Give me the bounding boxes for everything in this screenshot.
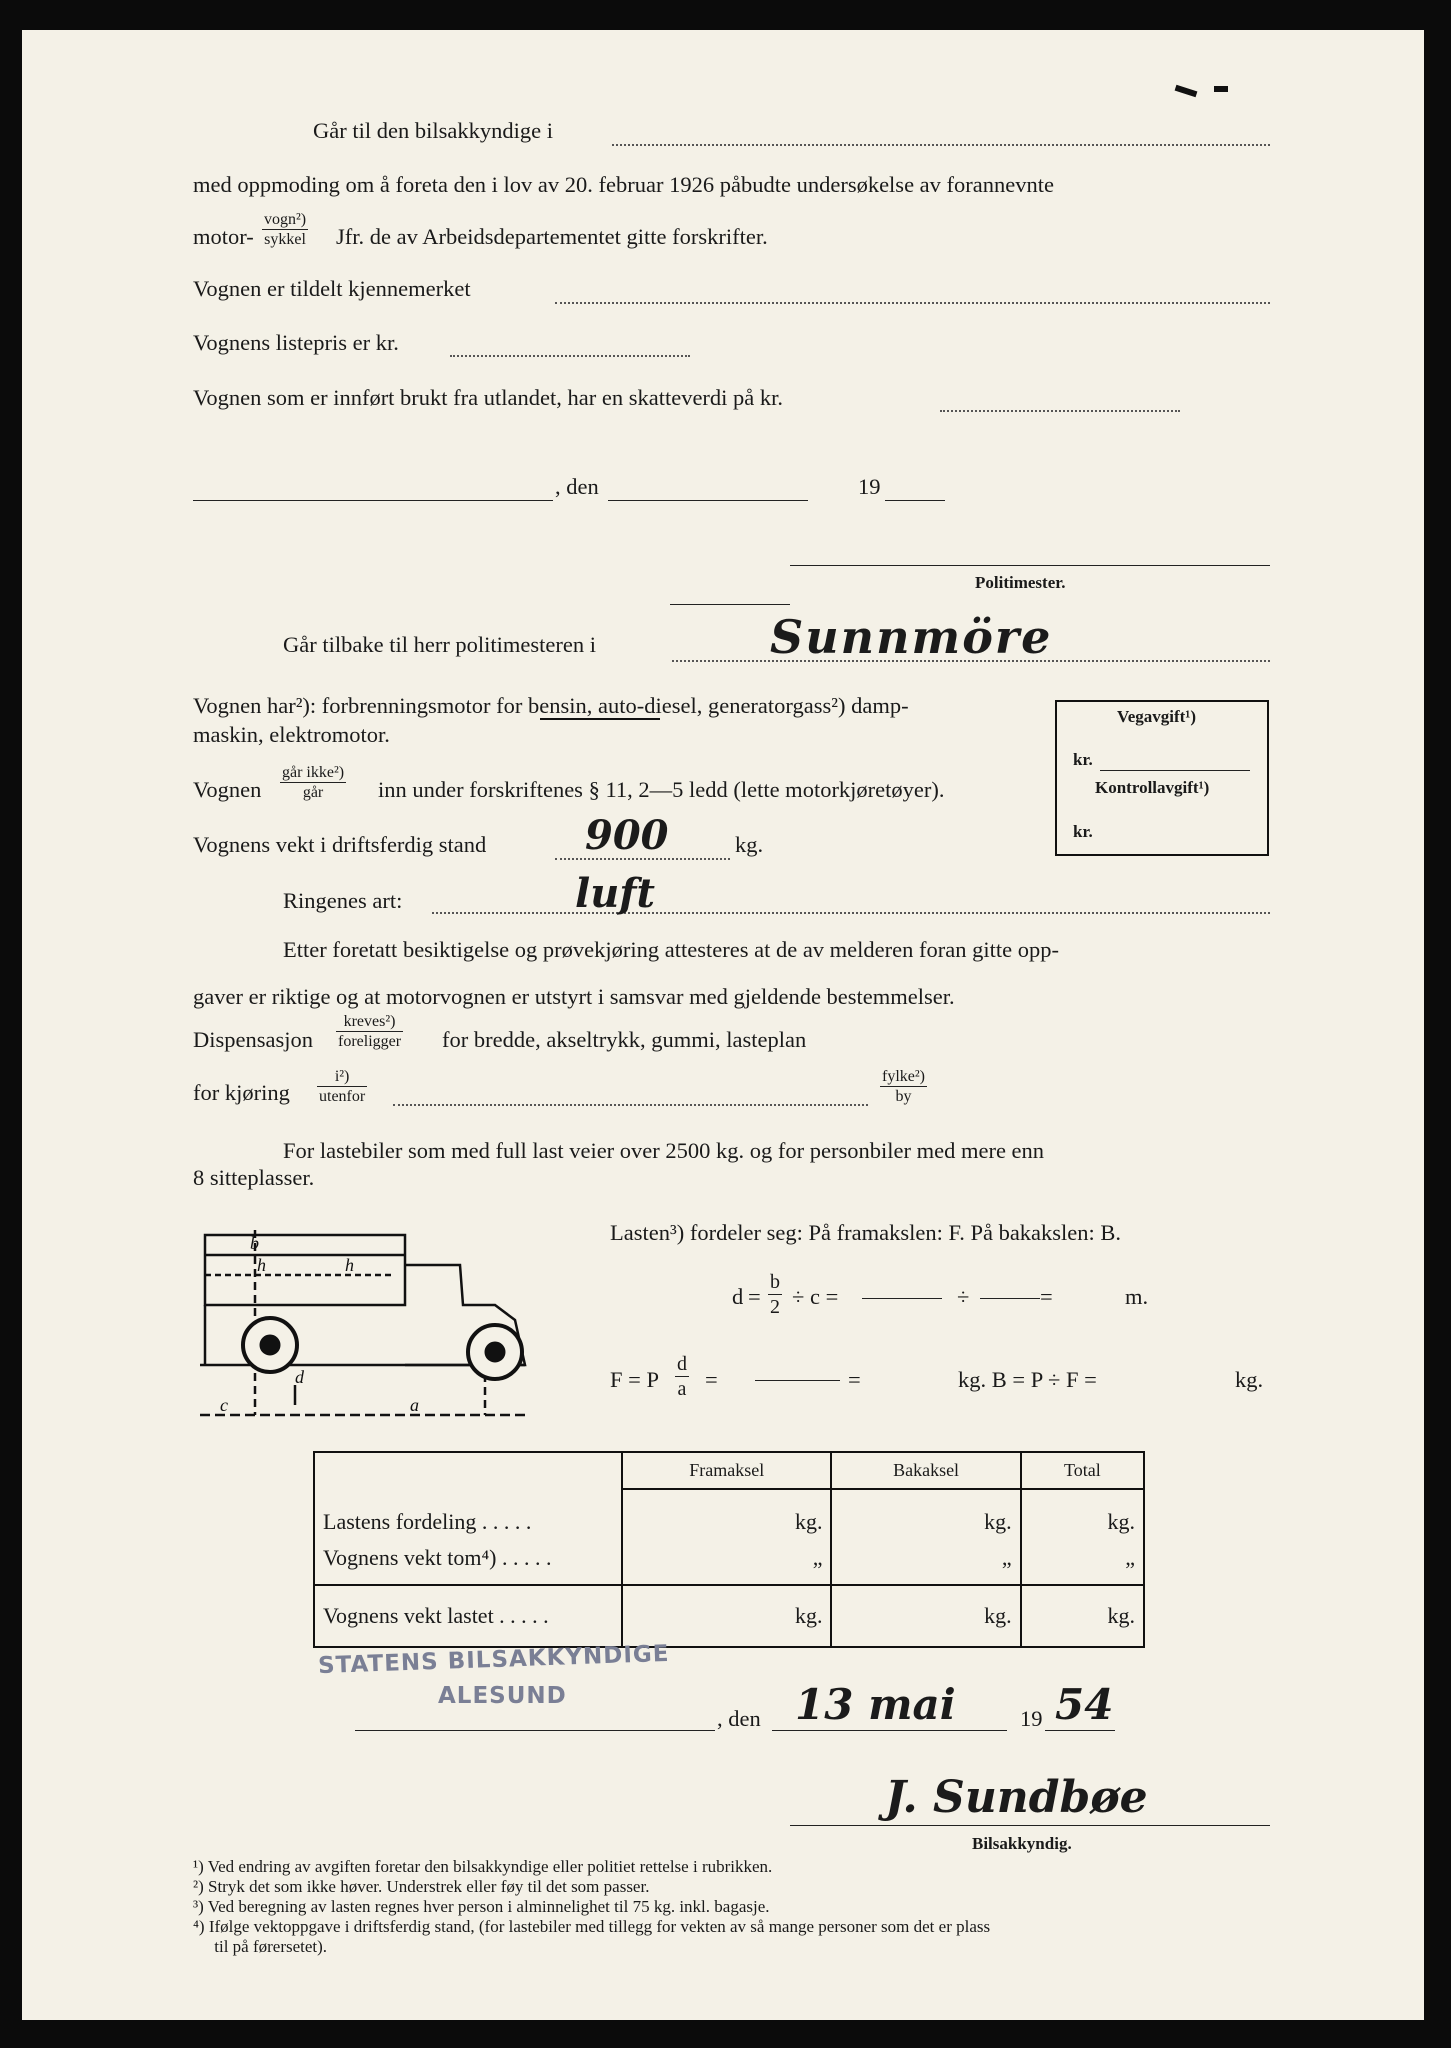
goes-to-label: Går til den bilsakkyndige i (313, 118, 553, 143)
driving-field[interactable] (393, 1104, 868, 1106)
formula-minus-c: ÷ c = (792, 1284, 839, 1309)
formula-kg-B: kg. B = P ÷ F = (958, 1367, 1097, 1392)
stamp-line-1: STATENS BILSAKKYNDIGE (317, 1640, 670, 1680)
corner-ink-mark-2 (1214, 86, 1228, 92)
road-tax-label: Vegavgift¹) (1117, 707, 1197, 726)
dim-a: a (410, 1395, 419, 1415)
row-label: Vognens vekt lastet . . . . . (314, 1585, 622, 1647)
goes-to-field[interactable] (612, 144, 1270, 146)
list-price-label: Vognens listepris er kr. (193, 330, 399, 355)
goes-back-label: Går tilbake til herr politimesteren i (283, 632, 597, 657)
dispensation-label: Dispensasjon (193, 1027, 313, 1052)
row-label: Vognens vekt tom⁴) . . . . . (314, 1540, 622, 1585)
formula-field-2[interactable] (980, 1298, 1040, 1299)
footnote-3: ³) Ved beregning av lasten regnes hver person i alminnelighet til 75 kg. inkl. bagasje. (193, 1897, 770, 1916)
attest-line-1: Etter foretatt besiktigelse og prøvekjøring attesteres at de av melderen foran gitte opp- (283, 937, 1059, 962)
motor-type-fraction: vogn²) sykkel (264, 211, 307, 248)
formula-F: F = P (610, 1367, 659, 1392)
formula-eq1: = (748, 1284, 761, 1309)
footnote-4-cont: til på førersetet). (193, 1937, 328, 1956)
footnote-2: ²) Stryk det som ikke høver. Understrek eller føy til det som passer. (193, 1877, 650, 1896)
county-fraction: fylke²) by (882, 1068, 925, 1105)
load-distribution-text: Lasten³) fordeler seg: På framakslen: F. På bakakslen: B. (610, 1220, 1122, 1245)
year-prefix-2: 19 (1020, 1706, 1043, 1731)
cell[interactable]: „ (831, 1540, 1020, 1585)
formula-eq3: = (705, 1367, 718, 1392)
dispensation-text: for bredde, akseltrykk, gummi, lasteplan (442, 1027, 807, 1052)
bensin-underline (540, 718, 660, 720)
cell[interactable]: kg. (622, 1585, 831, 1647)
place-field-2[interactable] (355, 1730, 715, 1731)
cell[interactable]: kg. (831, 1489, 1020, 1540)
formula-eq4: = (848, 1367, 861, 1392)
header-total: Total (1021, 1452, 1144, 1489)
tax-value-field[interactable] (940, 410, 1180, 412)
attest-line-2: gaver er riktige og at motorvognen er utstyrt i samsvar med gjeldende bestemmelser. (193, 984, 955, 1009)
year-field-2[interactable] (1045, 1730, 1115, 1731)
expert-label: Bilsakkyndig. (972, 1834, 1072, 1853)
formula-kg: kg. (1235, 1367, 1264, 1392)
district-handwritten: Sunnmöre (770, 610, 1053, 664)
dim-d: d (295, 1367, 304, 1387)
year-field-1[interactable] (885, 500, 945, 501)
formula-div: ÷ (957, 1284, 970, 1309)
plate-field[interactable] (555, 302, 1270, 304)
truck-diagram (195, 1225, 575, 1435)
formula-d: d (732, 1284, 744, 1309)
date-label-1: , den (555, 474, 599, 499)
light-vehicle-fraction: går ikke²) går (282, 764, 345, 801)
weight-handwritten: 900 (585, 812, 669, 859)
tyres-field[interactable] (432, 912, 1270, 914)
control-fee-label: Kontrollavgift¹) (1095, 778, 1210, 797)
date-field-1[interactable] (608, 500, 808, 501)
formula-d-over-a: $\frac{d}{a}$ (677, 1353, 687, 1400)
truck-rule-line-1: For lastebiler som med full last veier over 2500 kg. og for personbiler med mere enn (283, 1138, 1045, 1163)
motor-type-line-1: Vognen har²): forbrenningsmotor for bensin, auto-diesel, generatorgass²) damp- (193, 693, 909, 718)
vognen-label: Vognen (193, 777, 262, 802)
regulations-text: Jfr. de av Arbeidsdepartementet gitte forskrifter. (336, 224, 768, 249)
cell[interactable]: kg. (1021, 1489, 1144, 1540)
footnote-4: ⁴) Ifølge vektoppgave i driftsferdig stand, (for lastebiler med tillegg for vekten av så mange personer som det er plass (193, 1917, 991, 1936)
tyres-label: Ringenes art: (283, 888, 403, 913)
police-chief-label: Politimester. (975, 573, 1066, 592)
date-field-2[interactable] (772, 1730, 1007, 1731)
expert-signature-line[interactable] (790, 1825, 1270, 1826)
control-fee-kr: kr. (1073, 822, 1093, 841)
light-vehicle-text: inn under forskriftenes § 11, 2—5 ledd (lette motorkjøretøyer). (378, 777, 945, 802)
tax-value-label: Vognen som er innført brukt fra utlandet, har en skatteverdi på kr. (193, 385, 784, 410)
dim-c: c (220, 1395, 228, 1415)
cell[interactable]: „ (622, 1540, 831, 1585)
dispensation-fraction: kreves²) foreligger (338, 1013, 402, 1050)
list-price-field[interactable] (450, 355, 690, 357)
formula-field-1[interactable] (862, 1298, 942, 1299)
table-row (314, 1489, 1144, 1540)
year-handwritten: 54 (1055, 1680, 1114, 1729)
header-framaksel: Framaksel (622, 1452, 831, 1489)
header-bakaksel: Bakaksel (831, 1452, 1020, 1489)
table-corner (314, 1452, 622, 1489)
motor-type-line-2: maskin, elektromotor. (193, 722, 390, 747)
weight-unit: kg. (735, 832, 764, 857)
request-text: med oppmoding om å foreta den i lov av 20. februar 1926 påbudte undersøkelse av forannevnte (193, 172, 1054, 197)
formula-b-over-2: $\frac{b}{2}$ (770, 1271, 780, 1318)
formula-field-3[interactable] (755, 1380, 840, 1381)
formula-m: m. (1125, 1284, 1149, 1309)
truck-rule-line-2: 8 sitteplasser. (193, 1165, 315, 1190)
stamp-line-2: ALESUND (438, 1683, 567, 1709)
plate-label: Vognen er tildelt kjennemerket (193, 276, 471, 301)
police-signature-line[interactable] (790, 565, 1270, 566)
cell[interactable]: „ (1021, 1540, 1144, 1585)
dim-h2: h (345, 1255, 354, 1275)
road-tax-field[interactable] (1100, 770, 1250, 771)
motor-prefix: motor- (193, 224, 254, 249)
dim-b: b (250, 1233, 259, 1253)
cell[interactable]: kg. (622, 1489, 831, 1540)
cell[interactable]: kg. (831, 1585, 1020, 1647)
weight-table (313, 1451, 1145, 1648)
driving-label: for kjøring (193, 1080, 290, 1105)
driving-fraction: i²) utenfor (319, 1068, 366, 1105)
dim-h1: h (257, 1255, 266, 1275)
formula-eq2: = (1040, 1284, 1053, 1309)
short-rule (670, 604, 790, 605)
cell[interactable]: kg. (1021, 1585, 1144, 1647)
date-label-2: , den (717, 1706, 761, 1731)
tyres-handwritten: luft (575, 870, 655, 917)
expert-signature: J. Sundbøe (885, 1772, 1148, 1823)
weight-label: Vognens vekt i driftsferdig stand (193, 832, 487, 857)
footnote-1: ¹) Ved endring av avgiften foretar den bilsakkyndige eller politiet rettelse i rubrikken. (193, 1857, 773, 1876)
date-handwritten: 13 mai (795, 1680, 956, 1729)
table-row (314, 1540, 1144, 1585)
road-tax-kr: kr. (1073, 750, 1093, 769)
table-row (314, 1585, 1144, 1647)
year-prefix-1: 19 (858, 474, 881, 499)
place-field-1[interactable] (193, 500, 553, 501)
row-label: Lastens fordeling . . . . . (314, 1489, 622, 1540)
